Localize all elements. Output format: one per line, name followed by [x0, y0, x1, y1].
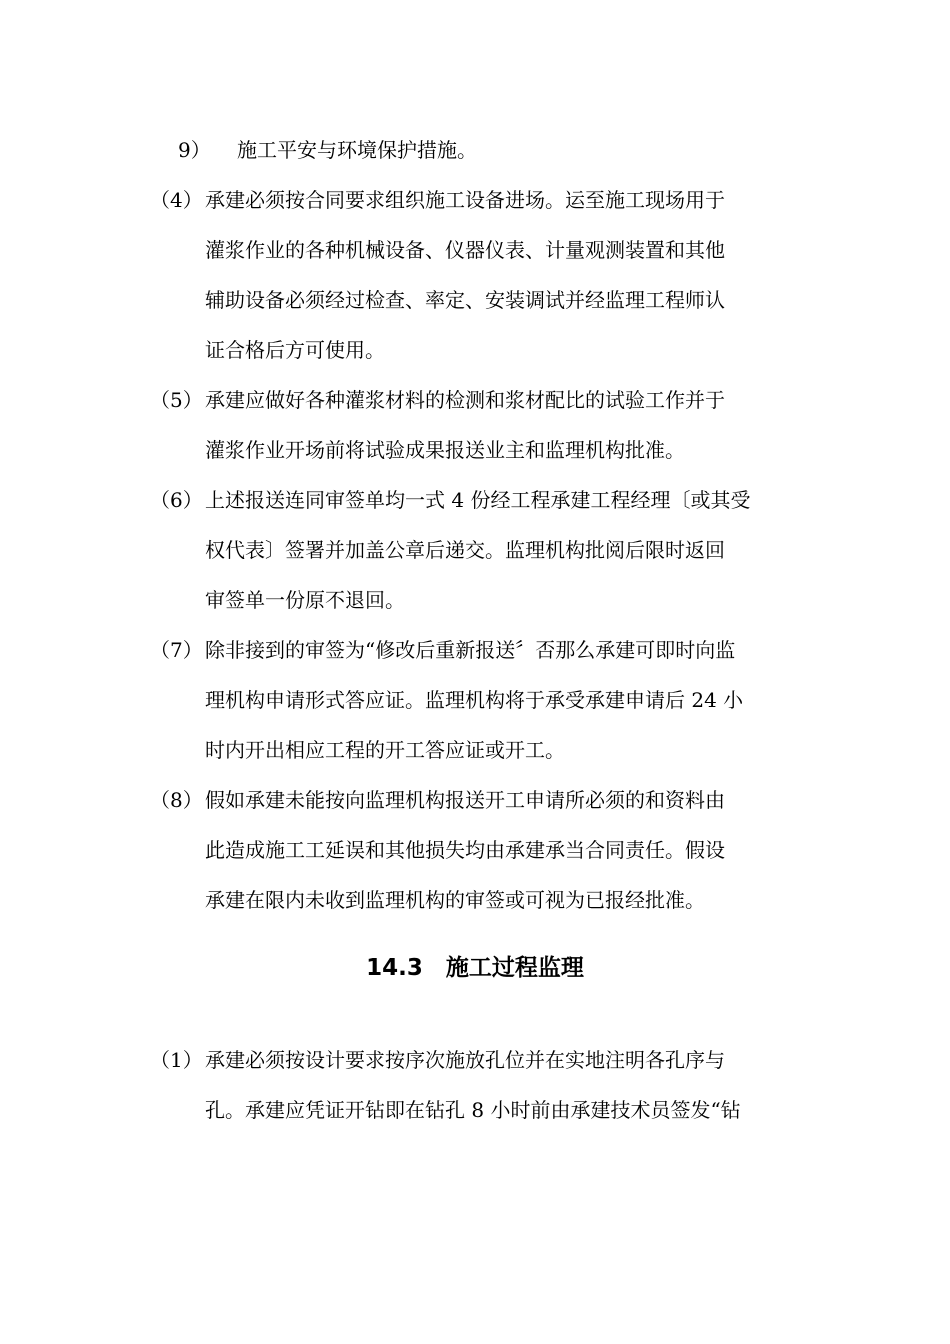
text-line: 理机构申请形式答应证。监理机构将于承受承建申请后 24 小 — [205, 688, 744, 712]
paragraph-number: （5） — [150, 388, 203, 412]
text-line: 灌浆作业开场前将试验成果报送业主和监理机构批准。 — [205, 438, 685, 462]
text-line: 此造成施工工延误和其他损失均由承建承当合同责任。假设 — [205, 838, 725, 862]
text-line: 假如承建未能按向监理机构报送开工申请所必须的和资料由 — [205, 788, 725, 812]
item-text: 施工平安与环境保护措施。 — [237, 138, 477, 162]
item-number: 9） — [178, 138, 211, 162]
text-line: 证合格后方可使用。 — [205, 338, 385, 362]
paragraph-number: （6） — [150, 488, 203, 512]
text-line: 孔。承建应凭证开钻即在钻孔 8 小时前由承建技术员签发“钻 — [205, 1098, 741, 1122]
text-line: 时内开出相应工程的开工答应证或开工。 — [205, 738, 565, 762]
text-line: 灌浆作业的各种机械设备、仪器仪表、计量观测装置和其他 — [205, 238, 725, 262]
paragraph-number: （7） — [150, 638, 203, 662]
text-line: 承建必须按设计要求按序次施放孔位并在实地注明各孔序与 — [205, 1048, 725, 1072]
paragraph-number: （1） — [150, 1048, 203, 1072]
text-line: 审签单一份原不退回。 — [205, 588, 405, 612]
text-line: 权代表〕签署并加盖公章后递交。监理机构批阅后限时返回 — [205, 538, 725, 562]
section-heading: 14.3 施工过程监理 — [366, 955, 584, 981]
paragraph-number: （8） — [150, 788, 203, 812]
text-line: 承建必须按合同要求组织施工设备进场。运至施工现场用于 — [205, 188, 725, 212]
text-line: 除非接到的审签为“修改后重新报送〞否那么承建可即时向监 — [205, 638, 736, 662]
text-line: 承建应做好各种灌浆材料的检测和浆材配比的试验工作并于 — [205, 388, 725, 412]
text-line: 承建在限内未收到监理机构的审签或可视为已报经批准。 — [205, 888, 705, 912]
text-line: 上述报送连同审签单均一式 4 份经工程承建工程经理〔或其受 — [205, 488, 751, 512]
text-line: 辅助设备必须经过检查、率定、安装调试并经监理工程师认 — [205, 288, 725, 312]
paragraph-number: （4） — [150, 188, 203, 212]
